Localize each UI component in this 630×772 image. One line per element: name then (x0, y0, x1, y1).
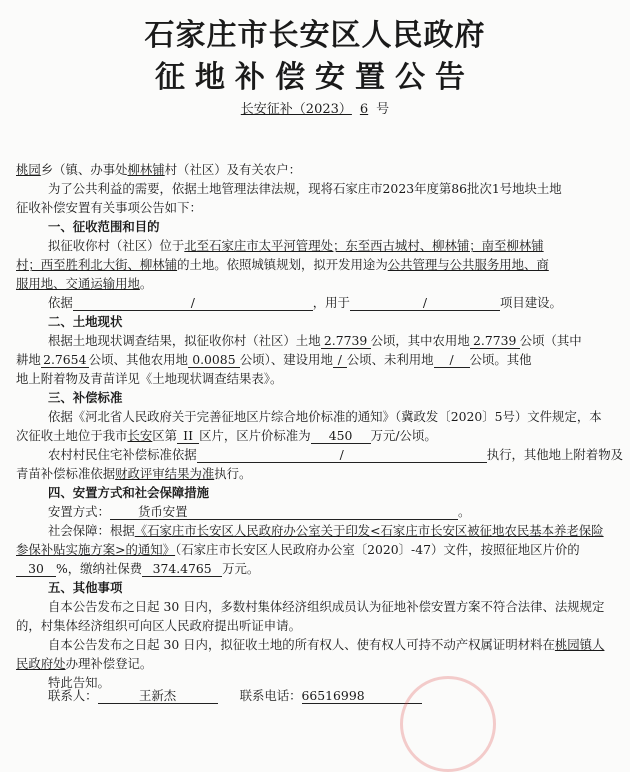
s2-b: 公顷，其中农用地 (370, 333, 470, 348)
social-security-fee: 374.4765 (142, 562, 222, 577)
s1-line1 (48, 236, 616, 255)
township: 桃园 (16, 162, 41, 177)
docno-num: 6 (359, 102, 369, 117)
docno-suffix: 号 (376, 102, 390, 117)
contact-phone-label: 联系电话： (239, 688, 302, 703)
s2-line2 (16, 350, 616, 369)
s4-b: 。 (457, 504, 471, 519)
s1-basis-c: 项目建设。 (499, 295, 562, 310)
s3-line2 (16, 426, 616, 445)
docno-prefix: 长安征补（2023） (240, 102, 352, 117)
s1-project-blank: / (350, 296, 500, 311)
s1-basis-b: ，用于 (312, 295, 350, 310)
s3-i: 执行。 (214, 466, 252, 481)
section1-heading: 一、征收范围和目的 (48, 219, 160, 234)
s1-a: 拟征收你村（社区）位于 (48, 238, 185, 253)
s2-a: 根据土地现状调查结果，拟征收你村（社区）土地 (48, 333, 321, 348)
s3-d: 区片，区片价标准为 (199, 428, 311, 443)
s3-line3 (48, 445, 623, 464)
s4-line2 (48, 521, 616, 540)
resettlement-method: 货币安置 (110, 505, 458, 520)
village: 柳林铺 (127, 162, 165, 177)
s4-line1 (48, 502, 616, 521)
s2-line3: 地上附着物及青苗详见《土地现状调查结果表》。 (16, 371, 283, 386)
s5-p2a: 自本公告发布之日起 30 日内，拟征收土地的所有权人、使有权人可持不动产权属证明材料在 (48, 637, 555, 652)
section4-heading: 四、安置方式和社会保障措施 (48, 485, 210, 500)
intro-line2: 征收补偿安置有关事项公告如下： (16, 200, 202, 215)
s3-c: 区第 (152, 428, 178, 443)
section5-heading: 五、其他事项 (48, 580, 123, 595)
s2-f: 公顷）、建设用地 (239, 352, 333, 367)
section3-heading: 三、补偿标准 (48, 390, 123, 405)
unused-area: / (434, 353, 470, 368)
addressee (16, 160, 616, 179)
s1-c: 。 (139, 276, 153, 291)
zone-price: 450 (311, 429, 371, 444)
policy-doc-1: 《石家庄市长安区人民政府办公室关于印发<石家庄市长安区被征地农民基本养老保险 (134, 523, 604, 538)
s4-line4 (16, 559, 616, 578)
intro-b: 年度第 (414, 181, 452, 196)
s1-use-2: 服用地、交通运输用地 (16, 276, 140, 291)
s4-c: 社会保障：根据 (48, 523, 135, 538)
intro-a: 为了公共利益的需要，依据土地管理法律法规，现将石家庄市 (48, 181, 383, 196)
s1-use-1: 公共管理与公共服务用地、商 (387, 257, 549, 272)
s3-f: 农村村民住宅补偿标准依据 (48, 447, 197, 462)
s4-e: %，缴纳社保费 (56, 561, 143, 576)
total-area: 2.7739 (321, 334, 371, 349)
arable-area: 2.7654 (41, 353, 89, 368)
intro-d: 号地块土地 (499, 181, 562, 196)
document-number (0, 98, 630, 117)
s1-line3 (16, 274, 616, 293)
crop-basis: 财政评审结果为准 (115, 466, 215, 481)
closing-text: 特此告知。 (48, 675, 110, 690)
intro-line1 (48, 179, 616, 198)
s2-d: 耕地 (16, 352, 41, 367)
s1-line4 (48, 293, 616, 312)
s3-g: 执行，其他地上附着物及 (486, 447, 623, 462)
contact-person-label: 联系人： (48, 688, 98, 703)
district: 长安 (127, 428, 153, 443)
s3-line4 (16, 464, 616, 483)
s2-line1 (48, 331, 616, 350)
s2-c: 公顷（其中 (519, 333, 582, 348)
s1-b: 的土地。依照城镇规划，拟开发用途为 (177, 257, 388, 272)
s1-location-2: 村；西至胜利北大街、柳林铺 (16, 257, 178, 272)
addressee-text2: 村（社区）及有关农户： (164, 162, 301, 177)
official-seal (400, 676, 496, 772)
s2-g: 公顷、未利用地 (346, 352, 434, 367)
contact-person: 王新杰 (98, 689, 218, 704)
zone: II (177, 429, 199, 444)
section2-heading: 二、土地现状 (48, 314, 123, 329)
notice-title: 征地补偿安置公告 (155, 60, 475, 95)
s2-e: 公顷、其他农用地 (88, 352, 188, 367)
s1-basis-blank: / (73, 296, 313, 311)
s4-f: 万元。 (222, 561, 260, 576)
policy-doc-2: 参保补贴实施方案>的通知》 (16, 542, 176, 557)
s2-h: 公顷。其他 (469, 352, 532, 367)
s4-a: 安置方式： (48, 504, 110, 519)
s4-d: （石家庄市长安区人民政府办公室〔2020〕-47）文件，按照征地区片价的 (175, 542, 580, 557)
farm-area: 2.7739 (470, 334, 520, 349)
s4-line3 (16, 540, 616, 559)
s1-line2 (16, 255, 616, 274)
s5-line4 (16, 654, 616, 673)
s5-line1: 自本公告发布之日起 30 日内，多数村集体经济组织成员认为征地补偿安置方案不符合法律、法规规定 (48, 599, 605, 614)
s1-basis-a: 依据 (48, 295, 73, 310)
s5-p2c: 办理补偿登记。 (65, 656, 153, 671)
contact-phone: 66516998 (302, 689, 422, 704)
s5-line2: 的，村集体经济组织可向区人民政府提出听证申请。 (16, 618, 301, 633)
social-security-percent: 30 (16, 562, 56, 577)
construction-area: / (333, 353, 347, 368)
s3-e: 万元/公顷。 (370, 428, 437, 443)
s3-line1: 依据《河北省人民政府关于完善征地区片综合地价标准的通知》（冀政发〔2020〕5号）文件规定，本 (48, 409, 602, 424)
s3-b: 次征收土地位于我市 (16, 428, 128, 443)
intro-year: 2023 (382, 181, 415, 196)
s5-line3 (48, 635, 616, 654)
intro-batch: 86 (451, 181, 468, 196)
intro-c: 批次 (467, 181, 492, 196)
s1-location-1: 北至石家庄市太平河管理处；东至西古城村、柳林铺；南至柳林铺 (184, 238, 544, 253)
registration-place-2: 民政府处 (16, 656, 66, 671)
s3-h: 青苗补偿标准依据 (16, 466, 116, 481)
contact-line (48, 686, 616, 705)
gov-title: 石家庄市长安区人民政府 (144, 18, 486, 53)
housing-basis-blank: / (197, 448, 487, 463)
registration-place-1: 桃园镇人 (554, 637, 605, 652)
addressee-text1: 乡（镇、办事处 (40, 162, 128, 177)
intro-sub: 1 (491, 181, 500, 196)
other-farm-area: 0.0085 (188, 353, 240, 368)
